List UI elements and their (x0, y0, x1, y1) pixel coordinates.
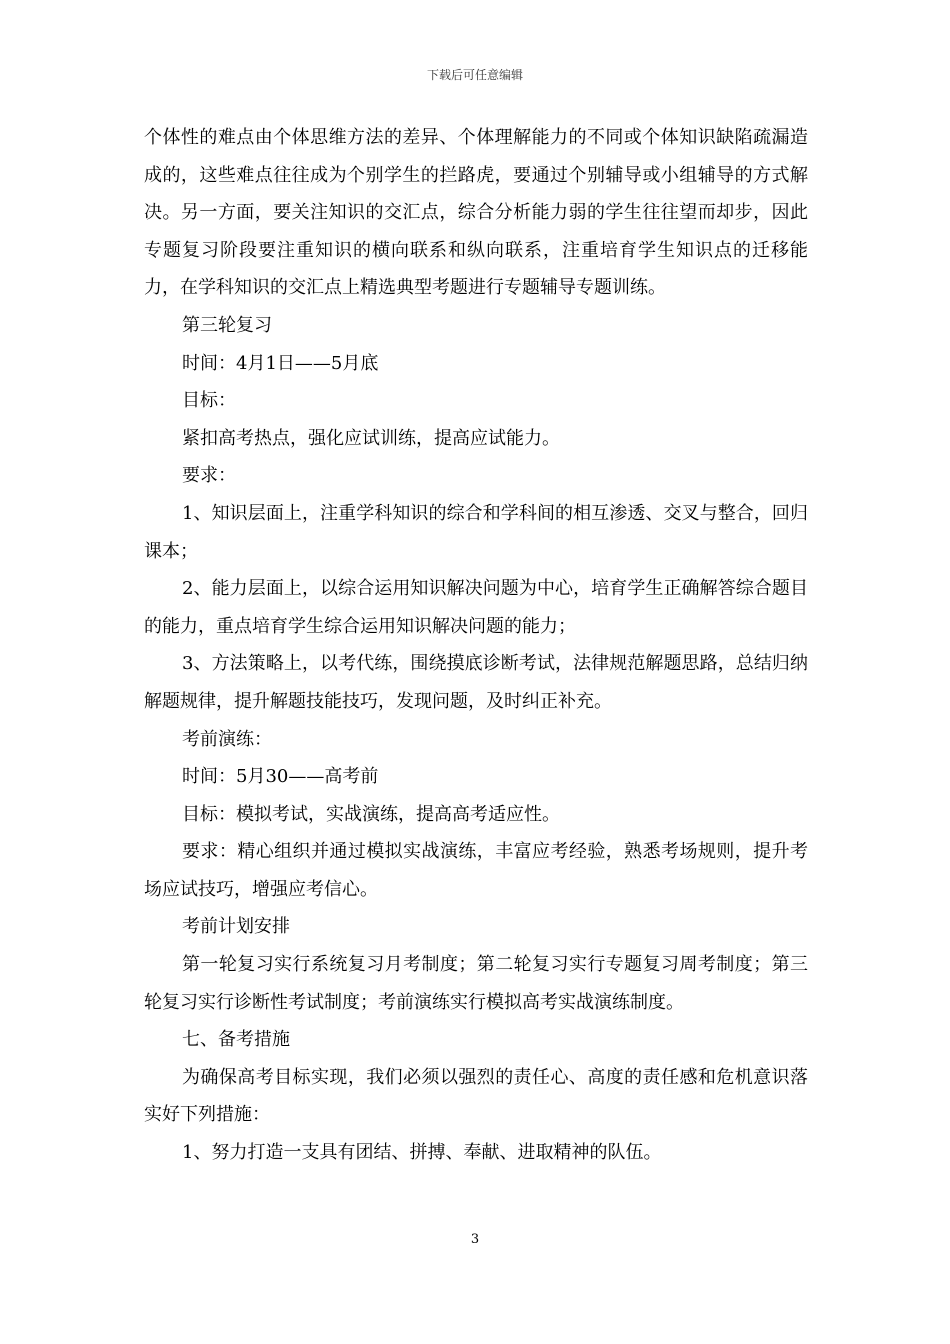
paragraph-continuation: 个体性的难点由个体思维方法的差异、个体理解能力的不同或个体知识缺陷疏漏造成的，这些难点往往成为个别学生的拦路虎，要通过个别辅导或小组辅导的方式解决。另一方面，要关注知识的交汇点，综合分析能力弱的学生往往望而却步，因此专题复习阶段要注重知识的横向联系和纵向联系，注重培育学生知识点的迁移能力，在学科知识的交汇点上精选典型考题进行专题辅导专题训练。 (144, 127, 808, 299)
paragraph-measure-1: 1、努力打造一支具有团结、拼搏、奉献、进取精神的队伍。 (182, 1142, 662, 1164)
paragraph-requirements-label: 要求： (182, 465, 236, 487)
section-heading-third-round: 第三轮复习 (182, 314, 272, 336)
page-number: 3 (470, 1232, 480, 1247)
paragraph-drill-goal: 目标：模拟考试，实战演练，提高高考适应性。 (182, 803, 560, 825)
page-header: 下载后可任意编辑 (426, 68, 523, 82)
paragraph-requirement-3: 3、方法策略上，以考代练，围绕摸底诊断考试，法律规范解题思路，总结归纳解题规律，提升解题技能技巧，发现问题，及时纠正补充。 (144, 653, 808, 712)
paragraph-measures-intro: 为确保高考目标实现，我们必须以强烈的责任心、高度的责任感和危机意识落实好下列措施： (144, 1066, 808, 1126)
section-heading-exam-plan: 考前计划安排 (182, 916, 290, 938)
paragraph-requirement-1: 1、知识层面上，注重学科知识的综合和学科间的相互渗透、交叉与整合，回归课本； (144, 502, 808, 562)
paragraph-drill-requirements: 要求：精心组织并通过模拟实战演练，丰富应考经验，熟悉考场规则，提升考场应试技巧，增强应考信心。 (144, 841, 808, 900)
section-heading-pre-exam-drill: 考前演练： (182, 728, 272, 750)
paragraph-goal-label: 目标： (182, 390, 236, 412)
paragraph-drill-time: 时间：5月30——高考前 (182, 766, 379, 788)
paragraph-requirement-2: 2、能力层面上，以综合运用知识解决问题为中心，培育学生正确解答综合题目的能力，重点培育学生综合运用知识解决问题的能力； (144, 578, 808, 637)
paragraph-exam-plan: 第一轮复习实行系统复习月考制度；第二轮复习实行专题复习周考制度；第三轮复习实行诊断性考试制度；考前演练实行模拟高考实战演练制度。 (144, 954, 808, 1013)
section-heading-measures: 七、备考措施 (182, 1029, 290, 1051)
document-body (144, 119, 808, 1172)
paragraph-goal: 紧扣高考热点，强化应试训练，提高应试能力。 (182, 427, 560, 449)
paragraph-time: 时间：4月1日——5月底 (182, 352, 379, 374)
